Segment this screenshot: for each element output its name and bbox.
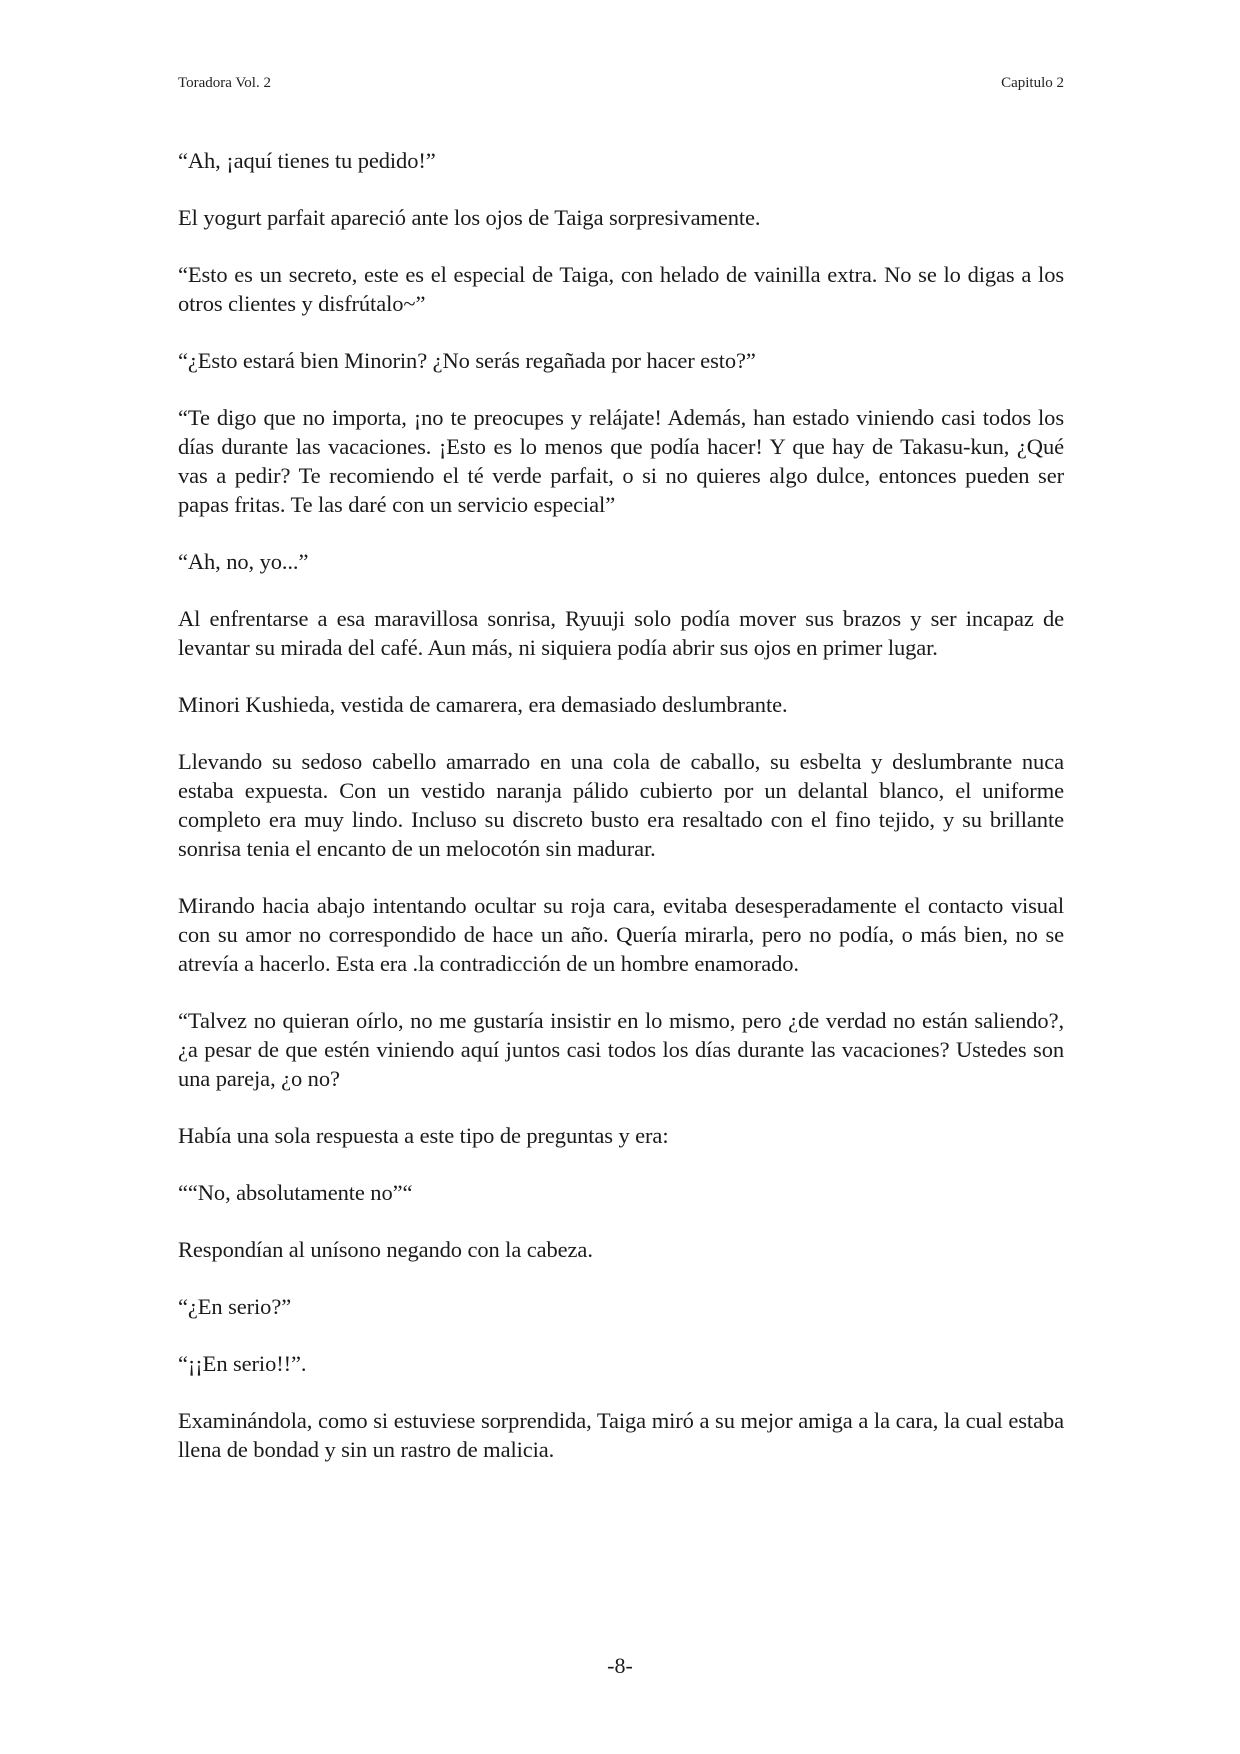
paragraph: “¡¡En serio!!”.: [178, 1351, 307, 1376]
paragraph: “Te digo que no importa, ¡no te preocupes y relájate! Además, han estado viniendo casi todos los días durante las vacaciones. ¡Esto es lo menos que podía hacer! Y que hay de Takasu-kun, ¿Qué vas a pedir? Te recomiendo el té verde parfait, o si no quieres algo dulce, entonces pueden ser papas fritas. Te las daré con un servicio especial”: [178, 405, 1064, 517]
paragraph: El yogurt parfait apareció ante los ojos de Taiga sorpresivamente.: [178, 205, 761, 230]
running-header: [178, 74, 1064, 92]
paragraph: Minori Kushieda, vestida de camarera, era demasiado deslumbrante.: [178, 692, 788, 717]
paragraph: “Talvez no quieran oírlo, no me gustaría insistir en lo mismo, pero ¿de verdad no están saliendo?, ¿a pesar de que estén viniendo aquí juntos casi todos los días durante las vacaciones? Ustedes son una pareja, ¿o no?: [178, 1008, 1064, 1091]
header-chapter: Capitulo 2: [1001, 75, 1064, 91]
paragraph: Llevando su sedoso cabello amarrado en una cola de caballo, su esbelta y deslumbrante nuca estaba expuesta. Con un vestido naranja pálido cubierto por un delantal blanco, el uniforme completo era muy lindo. Incluso su discreto busto era resaltado con el fino tejido, y su brillante sonrisa tenia el encanto de un melocotón sin madurar.: [178, 749, 1064, 861]
paragraph: Al enfrentarse a esa maravillosa sonrisa, Ryuuji solo podía mover sus brazos y ser incapaz de levantar su mirada del café. Aun más, ni siquiera podía abrir sus ojos en primer lugar.: [178, 606, 1064, 660]
paragraph: “¿Esto estará bien Minorin? ¿No serás regañada por hacer esto?”: [178, 348, 756, 373]
paragraph: “Esto es un secreto, este es el especial de Taiga, con helado de vainilla extra. No se lo digas a los otros clientes y disfrútalo~”: [178, 262, 1064, 316]
paragraph: ““No, absolutamente no”“: [178, 1180, 413, 1205]
header-book-title: Toradora Vol. 2: [178, 75, 271, 91]
paragraph: Examinándola, como si estuviese sorprendida, Taiga miró a su mejor amiga a la cara, la cual estaba llena de bondad y sin un rastro de malicia.: [178, 1408, 1064, 1462]
paragraph: Respondían al unísono negando con la cabeza.: [178, 1237, 593, 1262]
body-text: [178, 146, 1064, 1492]
paragraph: “¿En serio?”: [178, 1294, 292, 1319]
paragraph: Mirando hacia abajo intentando ocultar su roja cara, evitaba desesperadamente el contacto visual con su amor no correspondido de hace un año. Quería mirarla, pero no podía, o más bien, no se atrevía a hacerlo. Esta era .la contradicción de un hombre enamorado.: [178, 893, 1064, 976]
paragraph: “Ah, no, yo...”: [178, 549, 309, 574]
page-number: -8-: [607, 1653, 633, 1678]
paragraph: “Ah, ¡aquí tienes tu pedido!”: [178, 148, 436, 173]
paragraph: Había una sola respuesta a este tipo de preguntas y era:: [178, 1123, 669, 1148]
